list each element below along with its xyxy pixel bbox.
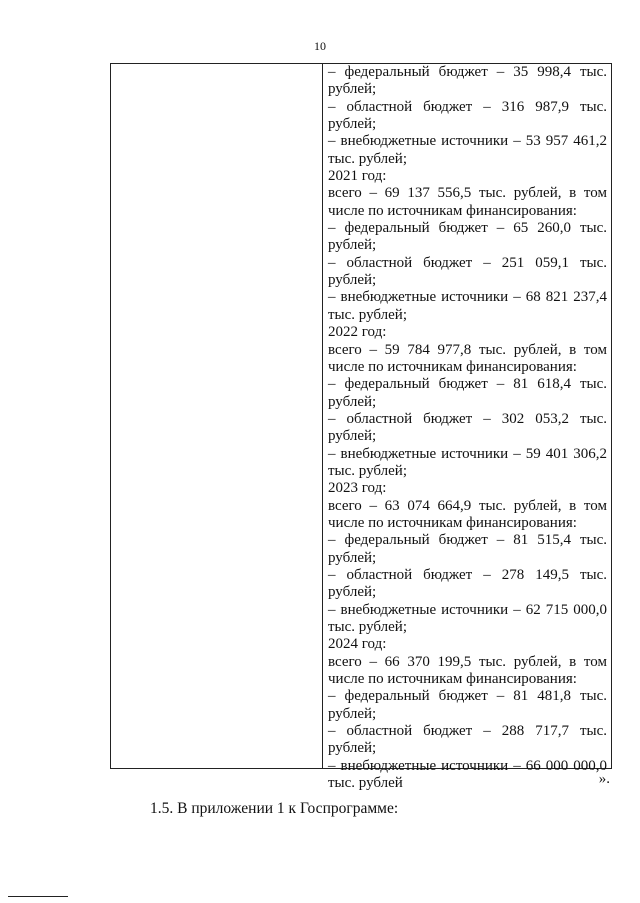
table-text-line: всего – 59 784 977,8 тыс. рублей, в том xyxy=(328,341,607,358)
table-text-line: – федеральный бюджет – 65 260,0 тыс. xyxy=(328,220,607,237)
table-text-line: числе по источникам финансирования: xyxy=(328,358,577,375)
table-text-line: – внебюджетные источники – 59 401 306,2 xyxy=(328,445,607,462)
page-number: 10 xyxy=(314,39,326,53)
table-text-line: рублей; xyxy=(328,549,377,566)
table-text-line: – областной бюджет – 251 059,1 тыс. xyxy=(328,254,607,271)
table-text-line: – внебюджетные источники – 53 957 461,2 xyxy=(328,133,607,150)
table-text-line: 2024 год: xyxy=(328,636,387,653)
table-text-line: всего – 63 074 664,9 тыс. рублей, в том xyxy=(328,497,607,514)
table-text-line: – областной бюджет – 302 053,2 тыс. xyxy=(328,410,607,427)
table-text-line: числе по источникам финансирования: xyxy=(328,671,577,688)
section-paragraph: 1.5. В приложении 1 к Госпрограмме: xyxy=(150,800,399,817)
table-text-line: рублей; xyxy=(328,237,377,254)
table-text-line: – областной бюджет – 316 987,9 тыс. xyxy=(328,98,607,115)
table-text-line: – внебюджетные источники – 66 000 000,0 xyxy=(328,757,607,774)
table-text-line: тыс. рублей; xyxy=(328,150,407,167)
table-text-line: рублей; xyxy=(328,428,377,445)
table-text-line: – федеральный бюджет – 81 618,4 тыс. xyxy=(328,376,607,393)
table-text-line: рублей; xyxy=(328,393,377,410)
table-text-line: – областной бюджет – 278 149,5 тыс. xyxy=(328,566,607,583)
table-text-line: рублей; xyxy=(328,584,377,601)
table-text-line: тыс. рублей; xyxy=(328,462,407,479)
table-text-line: всего – 69 137 556,5 тыс. рублей, в том xyxy=(328,185,607,202)
table-text-line: рублей; xyxy=(328,116,377,133)
financing-table xyxy=(110,63,612,792)
table-text-line: 2021 год: xyxy=(328,168,387,185)
table-text-line: 2023 год: xyxy=(328,480,387,497)
footnote-rule xyxy=(8,896,68,897)
table-text-line: – федеральный бюджет – 81 515,4 тыс. xyxy=(328,532,607,549)
table-text-line: – внебюджетные источники – 62 715 000,0 xyxy=(328,601,607,618)
table-text-line: всего – 66 370 199,5 тыс. рублей, в том xyxy=(328,653,607,670)
closing-quote: ». xyxy=(598,771,610,787)
table-text-line: рублей; xyxy=(328,740,377,757)
table-text-line: числе по источникам финансирования: xyxy=(328,514,577,531)
table-text-line: – областной бюджет – 288 717,7 тыс. xyxy=(328,723,607,740)
table-text-line: – федеральный бюджет – 35 998,4 тыс. xyxy=(328,64,607,80)
table-text-line: 2022 год: xyxy=(328,324,387,341)
table-text-line: рублей; xyxy=(328,272,377,289)
table-text-line: – федеральный бюджет – 81 481,8 тыс. xyxy=(328,688,607,705)
table-text-line: рублей; xyxy=(328,705,377,722)
table-left-cell xyxy=(111,64,323,768)
table-text-line: тыс. рублей; xyxy=(328,619,407,635)
table-text-line: – внебюджетные источники – 68 821 237,4 xyxy=(328,289,607,306)
table-text-line: числе по источникам финансирования: xyxy=(328,202,577,219)
table-text-line: рублей; xyxy=(328,81,377,98)
table-right-cell xyxy=(323,64,611,792)
table-text-line: тыс. рублей; xyxy=(328,306,407,323)
table-text-line: тыс. рублей xyxy=(328,775,403,792)
